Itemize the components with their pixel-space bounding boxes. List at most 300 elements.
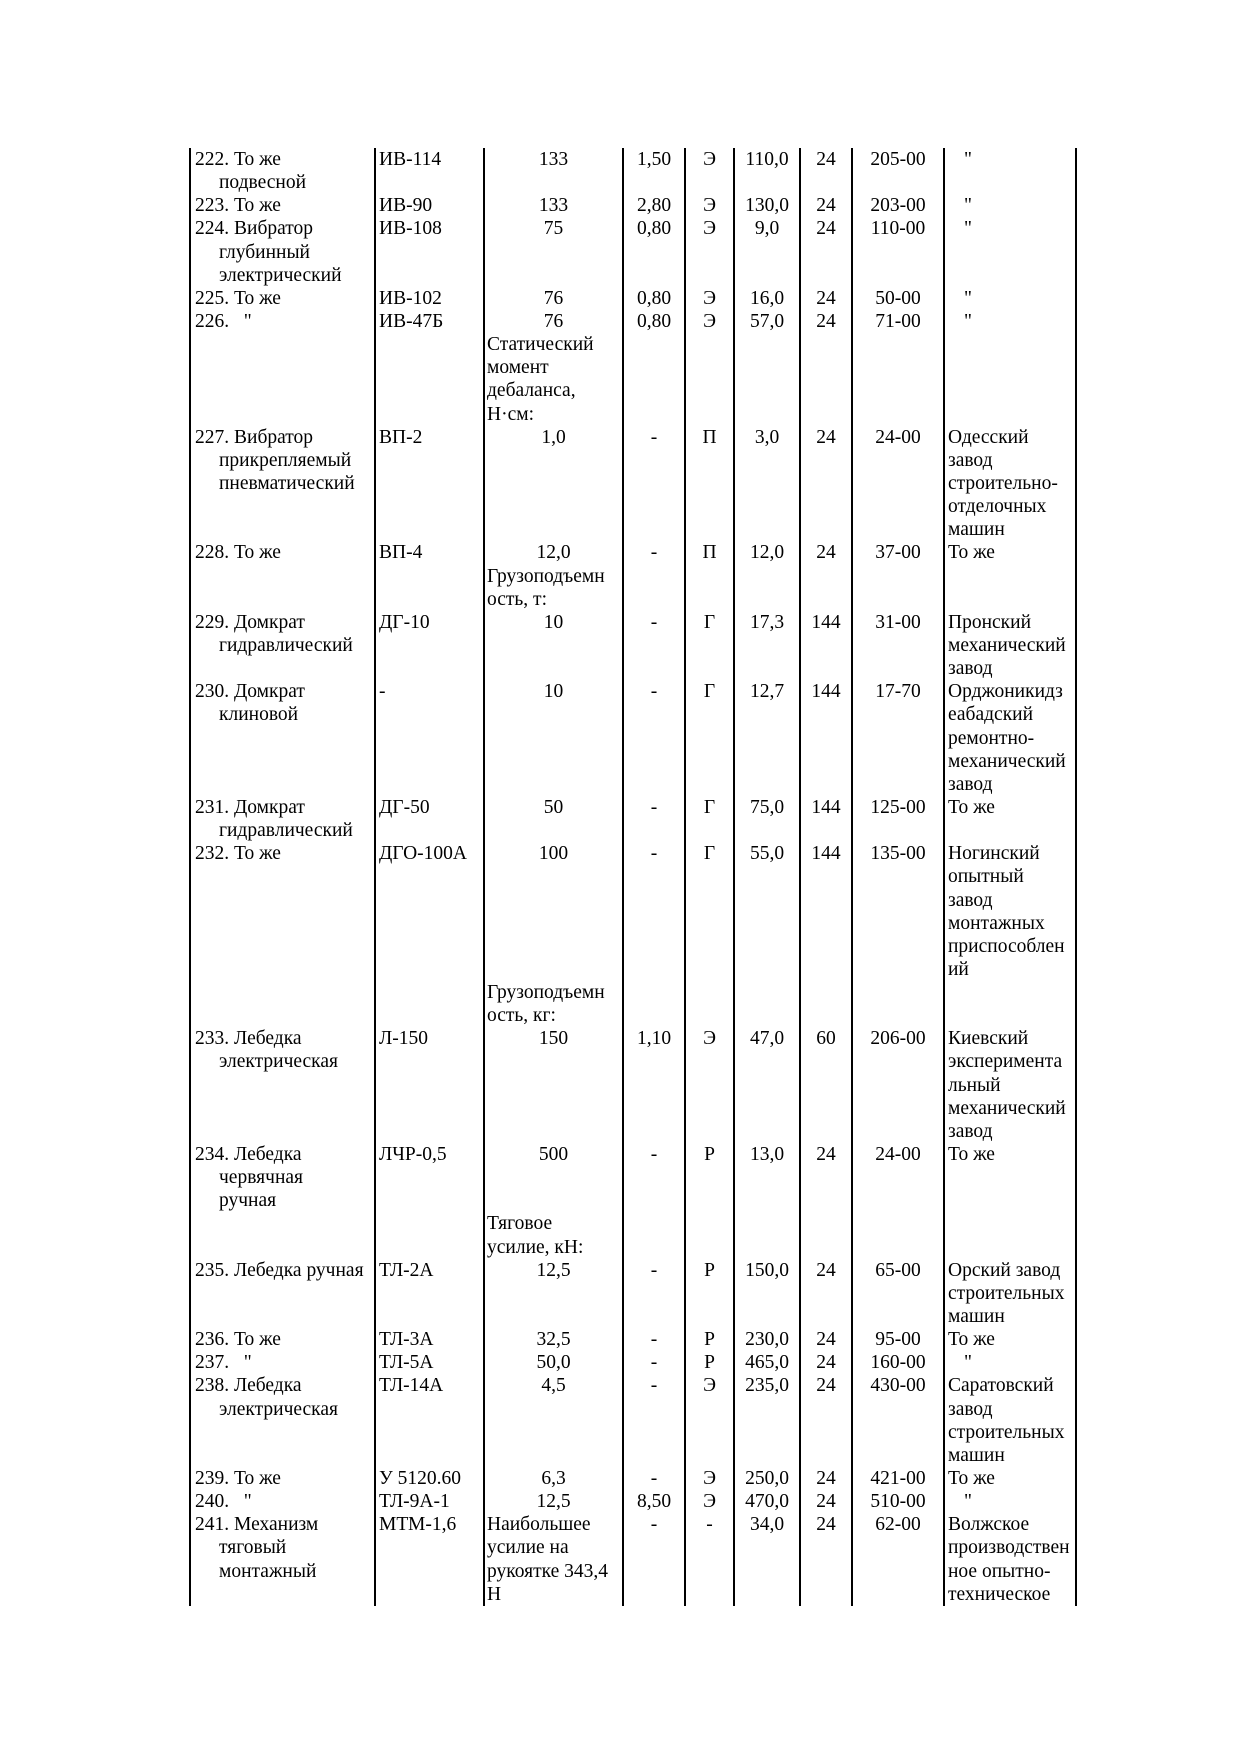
cell-empty-line (853, 333, 943, 356)
cell-empty-line (686, 449, 733, 472)
cell-text: 17-70 (875, 681, 921, 703)
cell-text: 24 (816, 1468, 836, 1490)
cell-empty-line (485, 264, 622, 287)
cell-text: МТМ-1,6 (379, 1514, 457, 1536)
cell-text: - (650, 1468, 658, 1490)
cell-text: То же (948, 796, 995, 818)
cell-text: 205-00 (870, 149, 926, 170)
cell-text: - (650, 1144, 658, 1166)
cell-text: 133 (538, 149, 569, 170)
cell-empty-line (735, 1004, 799, 1027)
cell-empty-line (191, 333, 374, 356)
cell-text: 24-00 (875, 426, 921, 448)
cell-empty-line (735, 1050, 799, 1073)
cell-empty-line (686, 958, 733, 981)
cell-text: То же (948, 1144, 995, 1166)
cell-empty-line (624, 472, 684, 495)
cell-empty-line (853, 1212, 943, 1235)
cell-text: электрическая (219, 1051, 338, 1073)
cell-empty-line (376, 1004, 483, 1027)
cell-empty-line (624, 1305, 684, 1328)
cell-text: 421-00 (870, 1468, 926, 1490)
cell-empty-line (945, 379, 1075, 402)
cell-text: Пронский (948, 611, 1032, 633)
cell-text: Ногинский (948, 843, 1040, 865)
cell-text: 24 (816, 1491, 836, 1513)
cell-empty-line (801, 703, 851, 726)
cell-empty-line (624, 1074, 684, 1097)
cell-empty-line (624, 379, 684, 402)
cell-text: 24 (816, 310, 836, 332)
cell-text: машин (948, 1306, 1005, 1328)
cell-empty-line (376, 1050, 483, 1073)
cell-empty-line (686, 1583, 733, 1606)
cell-empty-line (801, 634, 851, 657)
cell-text: - (650, 1375, 658, 1397)
cell-empty-line (686, 935, 733, 958)
cell-text: Статический (487, 334, 594, 356)
cell-text: 95-00 (875, 1329, 921, 1351)
cell-text: Грузоподъемн (487, 565, 605, 587)
cell-text: 37-00 (875, 542, 921, 564)
cell-text: То же (948, 542, 995, 564)
cell-text: электрический (219, 264, 342, 286)
cell-empty-line (735, 1305, 799, 1328)
cell-empty-line (485, 1282, 622, 1305)
cell-empty-line (376, 981, 483, 1004)
cell-text: П (702, 542, 717, 564)
cell-empty-line (624, 565, 684, 588)
cell-empty-line (735, 1236, 799, 1259)
cell-empty-line (686, 1560, 733, 1583)
cell-empty-line (191, 1236, 374, 1259)
cell-empty-line (485, 865, 622, 888)
cell-empty-line (801, 1583, 851, 1606)
cell-empty-line (853, 634, 943, 657)
cell-empty-line (686, 1189, 733, 1212)
cell-text: - (650, 1514, 658, 1536)
cell-empty-line (624, 634, 684, 657)
cell-empty-line (735, 1421, 799, 1444)
cell-text: подвесной (219, 172, 307, 194)
cell-empty-line (735, 750, 799, 773)
cell-empty-line (801, 1398, 851, 1421)
cell-empty-line (686, 727, 733, 750)
cell-empty-line (191, 935, 374, 958)
cell-empty-line (945, 241, 1075, 264)
cell-empty-line (191, 912, 374, 935)
cell-empty-line (945, 356, 1075, 379)
cell-text: 12,5 (536, 1491, 571, 1513)
cell-empty-line (853, 889, 943, 912)
table-column-model (376, 148, 485, 1606)
cell-text: ТЛ-5А (379, 1352, 434, 1374)
cell-empty-line (624, 1166, 684, 1189)
cell-text: 144 (811, 843, 841, 865)
cell-text: дебаланса, (487, 380, 576, 402)
cell-empty-line (735, 773, 799, 796)
cell-empty-line (801, 1074, 851, 1097)
cell-empty-line (686, 1305, 733, 1328)
cell-empty-line (801, 1560, 851, 1583)
cell-empty-line (191, 1444, 374, 1467)
cell-text: Грузоподъемн (487, 982, 605, 1004)
cell-empty-line (735, 912, 799, 935)
cell-text: 50 (543, 796, 564, 818)
cell-text: механический (948, 634, 1066, 656)
cell-empty-line (191, 773, 374, 796)
cell-empty-line (801, 773, 851, 796)
cell-text: 24 (816, 1144, 836, 1166)
cell-empty-line (735, 819, 799, 842)
cell-text: 16,0 (749, 287, 785, 309)
cell-text: ВП-4 (379, 542, 423, 564)
cell-empty-line (853, 1560, 943, 1583)
cell-text: 125-00 (870, 796, 926, 818)
cell-text: 12,7 (749, 681, 785, 703)
cell-text: 24-00 (875, 1144, 921, 1166)
cell-text: 150 (538, 1028, 569, 1050)
cell-empty-line (191, 1282, 374, 1305)
cell-empty-line (191, 981, 374, 1004)
cell-empty-line (624, 865, 684, 888)
cell-empty-line (735, 1398, 799, 1421)
cell-empty-line (735, 958, 799, 981)
cell-empty-line (376, 935, 483, 958)
cell-empty-line (735, 588, 799, 611)
cell-empty-line (191, 1074, 374, 1097)
cell-empty-line (853, 1282, 943, 1305)
cell-empty-line (624, 773, 684, 796)
cell-empty-line (735, 657, 799, 680)
cell-empty-line (624, 1583, 684, 1606)
cell-empty-line (624, 912, 684, 935)
cell-empty-line (191, 657, 374, 680)
cell-empty-line (191, 1120, 374, 1143)
cell-empty-line (624, 819, 684, 842)
cell-empty-line (376, 1282, 483, 1305)
cell-text: завод (948, 658, 993, 680)
cell-empty-line (624, 750, 684, 773)
cell-text: 241. Механизм (195, 1514, 319, 1536)
cell-empty-line (376, 657, 483, 680)
cell-text: 57,0 (749, 310, 785, 332)
cell-text: 222. То же (195, 149, 281, 170)
cell-text: Э (703, 195, 716, 217)
cell-empty-line (735, 449, 799, 472)
cell-text: ТЛ-3А (379, 1329, 434, 1351)
cell-text: 100 (538, 843, 569, 865)
cell-text: ость, т: (487, 588, 547, 610)
cell-empty-line (376, 703, 483, 726)
cell-empty-line (624, 1560, 684, 1583)
cell-empty-line (735, 565, 799, 588)
cell-empty-line (191, 588, 374, 611)
cell-empty-line (686, 1120, 733, 1143)
cell-text: Тяговое (487, 1213, 553, 1235)
cell-empty-line (801, 1421, 851, 1444)
cell-text: строительных (948, 1421, 1065, 1443)
table-column-item-name (191, 148, 376, 1606)
cell-empty-line (853, 1097, 943, 1120)
cell-empty-line (801, 727, 851, 750)
cell-text: 47,0 (749, 1028, 785, 1050)
cell-text: 203-00 (870, 195, 926, 217)
cell-empty-line (485, 495, 622, 518)
cell-text: 1,0 (541, 426, 566, 448)
cell-empty-line (801, 1004, 851, 1027)
cell-empty-line (376, 518, 483, 541)
cell-text: - (650, 1259, 658, 1281)
cell-empty-line (686, 750, 733, 773)
cell-empty-line (624, 1398, 684, 1421)
cell-text: прикрепляемый (219, 449, 352, 471)
cell-text: 233. Лебедка (195, 1028, 302, 1050)
cell-text: 24 (816, 426, 836, 448)
cell-text: механический (948, 1097, 1066, 1119)
cell-text: 24 (816, 542, 836, 564)
cell-text: 12,5 (536, 1259, 571, 1281)
cell-text: ДГО-100А (379, 843, 467, 865)
cell-empty-line (735, 1120, 799, 1143)
cell-empty-line (686, 912, 733, 935)
cell-empty-line (624, 1236, 684, 1259)
cell-empty-line (853, 1004, 943, 1027)
cell-empty-line (191, 495, 374, 518)
cell-text: 470,0 (745, 1491, 789, 1513)
cell-empty-line (735, 889, 799, 912)
cell-empty-line (801, 1444, 851, 1467)
cell-text: Р (704, 1259, 715, 1281)
cell-empty-line (735, 241, 799, 264)
cell-empty-line (853, 958, 943, 981)
cell-text: " (964, 195, 972, 217)
cell-empty-line (735, 403, 799, 426)
cell-text: отделочных (948, 496, 1047, 518)
cell-text: пневматический (219, 472, 355, 494)
cell-empty-line (191, 518, 374, 541)
cell-empty-line (376, 750, 483, 773)
cell-empty-line (686, 472, 733, 495)
cell-text: 50-00 (875, 287, 921, 309)
cell-text: Г (703, 681, 716, 703)
cell-empty-line (853, 264, 943, 287)
cell-text: 4,5 (541, 1375, 566, 1397)
cell-empty-line (376, 171, 483, 194)
cell-text: 24 (816, 218, 836, 240)
cell-empty-line (376, 449, 483, 472)
cell-text: 225. То же (195, 287, 281, 309)
cell-empty-line (686, 403, 733, 426)
cell-empty-line (735, 379, 799, 402)
cell-empty-line (801, 1305, 851, 1328)
cell-empty-line (485, 935, 622, 958)
cell-empty-line (735, 703, 799, 726)
cell-text: Г (703, 796, 716, 818)
cell-empty-line (853, 171, 943, 194)
cell-empty-line (485, 703, 622, 726)
cell-empty-line (735, 1189, 799, 1212)
cell-text: - (650, 796, 658, 818)
cell-text: Л-150 (379, 1028, 428, 1050)
cell-text: 62-00 (875, 1514, 921, 1536)
cell-text: 465,0 (745, 1352, 789, 1374)
cell-text: завод (948, 1398, 993, 1420)
cell-empty-line (376, 773, 483, 796)
cell-text: Г (703, 611, 716, 633)
cell-text: Киевский (948, 1028, 1029, 1050)
cell-empty-line (853, 1398, 943, 1421)
cell-empty-line (801, 889, 851, 912)
cell-text: гидравлический (219, 820, 353, 842)
cell-empty-line (191, 565, 374, 588)
cell-empty-line (686, 1236, 733, 1259)
cell-empty-line (686, 865, 733, 888)
cell-text: 236. То же (195, 1329, 281, 1351)
cell-text: Н (487, 1583, 502, 1605)
cell-empty-line (376, 1236, 483, 1259)
cell-empty-line (801, 935, 851, 958)
cell-empty-line (624, 1536, 684, 1559)
cell-empty-line (735, 634, 799, 657)
cell-empty-line (801, 449, 851, 472)
equipment-table (189, 148, 1077, 1606)
cell-empty-line (735, 1536, 799, 1559)
cell-empty-line (686, 1097, 733, 1120)
cell-text: 2,80 (636, 195, 672, 217)
cell-text: 238. Лебедка (195, 1375, 302, 1397)
cell-text: ДГ-10 (379, 611, 430, 633)
cell-text: 226. " (195, 310, 252, 332)
cell-empty-line (686, 1421, 733, 1444)
cell-empty-line (853, 1444, 943, 1467)
cell-text: 133 (538, 195, 569, 217)
cell-text: производствен (948, 1537, 1070, 1559)
cell-empty-line (376, 1583, 483, 1606)
cell-text: 110,0 (745, 149, 789, 170)
cell-text: 8,50 (636, 1491, 672, 1513)
cell-empty-line (376, 1189, 483, 1212)
cell-text: Э (703, 1468, 716, 1490)
cell-text: 17,3 (749, 611, 785, 633)
cell-empty-line (686, 1282, 733, 1305)
cell-empty-line (686, 1050, 733, 1073)
cell-text: ий (948, 958, 969, 980)
cell-text: 234. Лебедка (195, 1144, 302, 1166)
cell-text: ИВ-47Б (379, 310, 444, 332)
cell-empty-line (485, 472, 622, 495)
cell-empty-line (945, 171, 1075, 194)
cell-empty-line (376, 1074, 483, 1097)
cell-text: Э (703, 149, 716, 170)
cell-empty-line (853, 1536, 943, 1559)
cell-empty-line (735, 171, 799, 194)
cell-empty-line (624, 1444, 684, 1467)
cell-text: 10 (543, 681, 564, 703)
cell-text: опытный (948, 866, 1024, 888)
cell-empty-line (801, 1120, 851, 1143)
cell-text: 65-00 (875, 1259, 921, 1281)
cell-empty-line (624, 264, 684, 287)
cell-empty-line (686, 333, 733, 356)
cell-empty-line (735, 935, 799, 958)
cell-text: - (379, 681, 386, 703)
cell-text: Одесский (948, 426, 1029, 448)
cell-empty-line (686, 495, 733, 518)
cell-empty-line (945, 264, 1075, 287)
cell-empty-line (191, 1004, 374, 1027)
cell-text: приспособлен (948, 935, 1065, 957)
cell-empty-line (853, 935, 943, 958)
cell-text: ИВ-90 (379, 195, 433, 217)
cell-empty-line (801, 1236, 851, 1259)
cell-empty-line (801, 379, 851, 402)
cell-empty-line (853, 565, 943, 588)
cell-text: 0,80 (636, 310, 672, 332)
cell-empty-line (191, 1583, 374, 1606)
cell-empty-line (376, 1305, 483, 1328)
cell-empty-line (624, 1120, 684, 1143)
cell-empty-line (624, 356, 684, 379)
cell-empty-line (485, 1097, 622, 1120)
table-column-service-months (801, 148, 853, 1606)
cell-empty-line (686, 773, 733, 796)
cell-empty-line (624, 495, 684, 518)
cell-empty-line (686, 565, 733, 588)
cell-empty-line (376, 1560, 483, 1583)
cell-empty-line (801, 403, 851, 426)
cell-empty-line (376, 1536, 483, 1559)
cell-empty-line (801, 1282, 851, 1305)
cell-text: Э (703, 218, 716, 240)
cell-text: 6,3 (541, 1468, 566, 1490)
cell-empty-line (945, 333, 1075, 356)
cell-empty-line (735, 727, 799, 750)
cell-empty-line (945, 565, 1075, 588)
cell-empty-line (485, 634, 622, 657)
cell-text: То же (948, 1329, 995, 1351)
cell-text: 76 (543, 310, 564, 332)
table-column-mass-kg (735, 148, 801, 1606)
cell-empty-line (686, 1166, 733, 1189)
cell-empty-line (624, 1050, 684, 1073)
cell-text: ное опытно- (948, 1560, 1051, 1582)
cell-text: 76 (543, 287, 564, 309)
cell-empty-line (801, 1097, 851, 1120)
cell-text: ремонтно- (948, 727, 1035, 749)
cell-text: 230. Домкрат (195, 681, 305, 703)
cell-empty-line (191, 403, 374, 426)
cell-empty-line (853, 588, 943, 611)
cell-empty-line (853, 403, 943, 426)
cell-text: - (650, 1329, 658, 1351)
cell-empty-line (945, 1166, 1075, 1189)
cell-empty-line (191, 1212, 374, 1235)
cell-text: Э (703, 287, 716, 309)
cell-empty-line (686, 588, 733, 611)
cell-text: 24 (816, 195, 836, 217)
cell-text: завод (948, 449, 993, 471)
cell-empty-line (945, 1004, 1075, 1027)
cell-text: тяговый (219, 1537, 287, 1559)
cell-empty-line (376, 379, 483, 402)
cell-empty-line (191, 865, 374, 888)
cell-empty-line (485, 727, 622, 750)
cell-text: ручная (219, 1190, 277, 1212)
cell-empty-line (801, 958, 851, 981)
cell-empty-line (945, 588, 1075, 611)
cell-empty-line (624, 588, 684, 611)
